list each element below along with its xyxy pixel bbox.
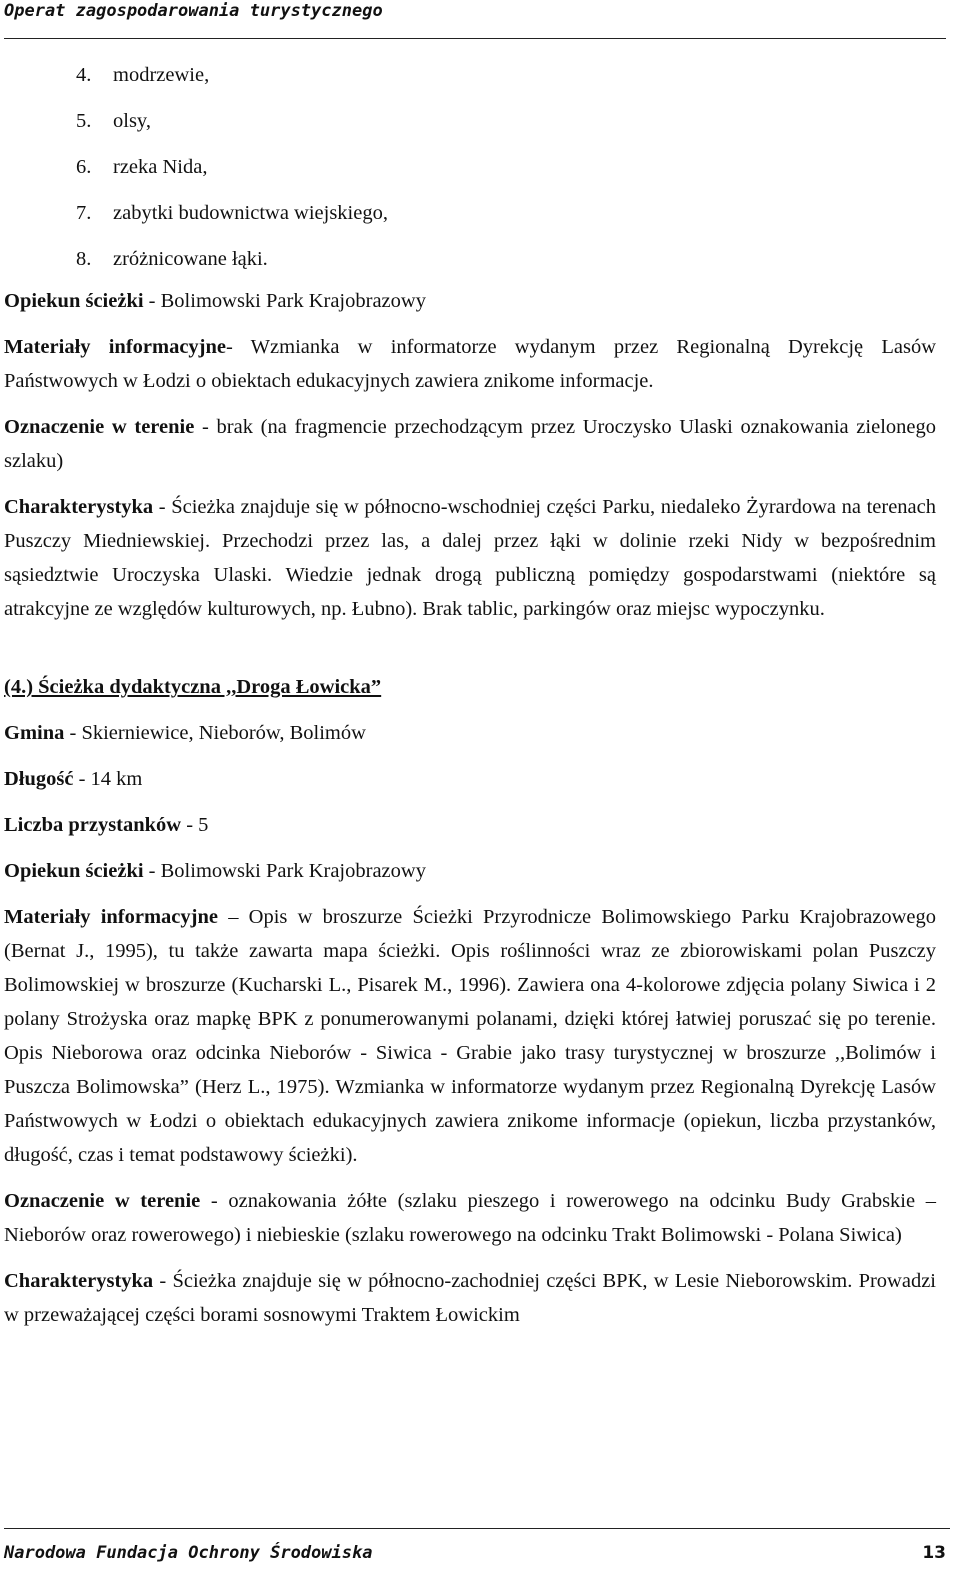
field-label: Oznaczenie w terenie [4,416,195,438]
sec4-gmina [4,716,936,750]
list-item [76,52,936,98]
sec4-liczba-przystankow [4,808,936,842]
field-value: - oznakowania żółte (szlaku pieszego i rowerowego na odcinku Budy Grabskie – Nieborów oraz rowerowego) i niebieskie (szlaku rowerowego na odcinku Trakt Bolimowski - Polana Siwica) [4,1190,936,1246]
list-item-number: 6. [76,156,92,178]
page-content [4,52,936,1332]
sec4-opiekun [4,854,936,888]
list-item-text: zróżnicowane łąki. [113,248,268,270]
field-label: Opiekun ścieżki [4,290,144,312]
list-item [76,98,936,144]
sec4-dlugosc [4,762,936,796]
field-label: Opiekun ścieżki [4,860,144,882]
footer-organization: Narodowa Fundacja Ochrony Środowiska [4,1543,373,1563]
list-item-text: rzeka Nida, [113,156,208,178]
features-list [76,52,936,282]
field-value: - Ścieżka znajduje się w północno-zachodniej części BPK, w Lesie Nieborowskim. Prowadzi w przeważającej części borami sosnowymi Traktem Łowickim [4,1270,936,1326]
sec3-charakterystyka [4,490,936,626]
list-item-text: olsy, [113,110,151,132]
field-label: Oznaczenie w terenie [4,1190,201,1212]
field-value: - Bolimowski Park Krajobrazowy [143,860,426,882]
section-heading: (4.) Ścieżka dydaktyczna ,,Droga Łowicka” [4,676,382,698]
list-item [76,144,936,190]
field-label: Materiały informacyjne [4,906,218,928]
sec3-opiekun [4,284,936,318]
field-value: - brak (na fragmencie przechodzącym przez Uroczysko Ulaski oznakowania zielonego szlaku) [4,416,936,472]
sec4-charakterystyka [4,1264,936,1332]
field-value: - Ścieżka znajduje się w północno-wschodniej części Parku, niedaleko Żyrardowa na terenach Puszczy Miedniewskiej. Przechodzi przez las, a dalej przez łąki w dolinie rzeki Nidy w bezpośrednim sąsiedztwie Uroczyska Ulaski. Wiedzie jednak drogą publiczną pomiędzy gospodarstwami (niektóre są atrakcyjne ze względów kulturowych, np. Łubno). Brak tablic, parkingów oraz miejsc wypoczynku. [4,496,936,620]
sec3-oznaczenie [4,410,936,478]
list-item-number: 8. [76,248,92,270]
field-label: Charakterystyka [4,1270,154,1292]
field-label: Długość [4,768,74,790]
field-label: Charakterystyka [4,496,154,518]
list-item-text: zabytki budownictwa wiejskiego, [113,202,388,224]
field-label: Gmina [4,722,65,744]
list-item-number: 4. [76,64,92,86]
field-value: - Bolimowski Park Krajobrazowy [143,290,426,312]
document-title: Operat zagospodarowania turystycznego [4,1,383,21]
field-value: - 14 km [73,768,143,790]
page-footer [4,1528,950,1577]
field-label: Liczba przystanków [4,814,182,836]
page-header [4,0,946,39]
list-item-number: 7. [76,202,92,224]
list-item-text: modrzewie, [113,64,210,86]
field-label: Materiały informacyjne [4,336,227,358]
list-item-number: 5. [76,110,92,132]
field-value: - Wzmianka w informatorze wydanym przez Regionalną Dyrekcję Lasów Państwowych w Łodzi o obiektach edukacyjnych zawiera znikome informacje. [4,336,936,392]
field-value: - 5 [181,814,209,836]
list-item [76,236,936,282]
page-number: 13 [922,1543,946,1563]
sec4-materialy [4,900,936,1172]
sec4-oznaczenie [4,1184,936,1252]
list-item [76,190,936,236]
sec3-materialy [4,330,936,398]
field-value: - Skierniewice, Nieborów, Bolimów [64,722,366,744]
field-value: – Opis w broszurze Ścieżki Przyrodnicze Bolimowskiego Parku Krajobrazowego (Bernat J., 1995), tu także zawarta mapa ścieżki. Opis roślinności wraz ze zbiorowiskami polan Puszczy Bolimowskiej w broszurze (Kucharski L., Pisarek M., 1996). Zawiera ona 4-kolorowe zdjęcia polany Siwica i 2 polany Strożyska oraz mapkę BPK z ponumerowanymi polanami, dzięki której łatwiej poruszać się po terenie. Opis Nieborowa oraz odcinka Nieborów - Siwica - Grabie jako trasy turystycznej w broszurze ,,Bolimów i Puszcza Bolimowska” (Herz L., 1975). Wzmianka w informatorze wydanym przez Regionalną Dyrekcję Lasów Państwowych w Łodzi o obiektach edukacyjnych zawiera znikome informacje (opiekun, liczba przystanków, długość, czas i temat podstawowy ścieżki). [4,906,936,1166]
